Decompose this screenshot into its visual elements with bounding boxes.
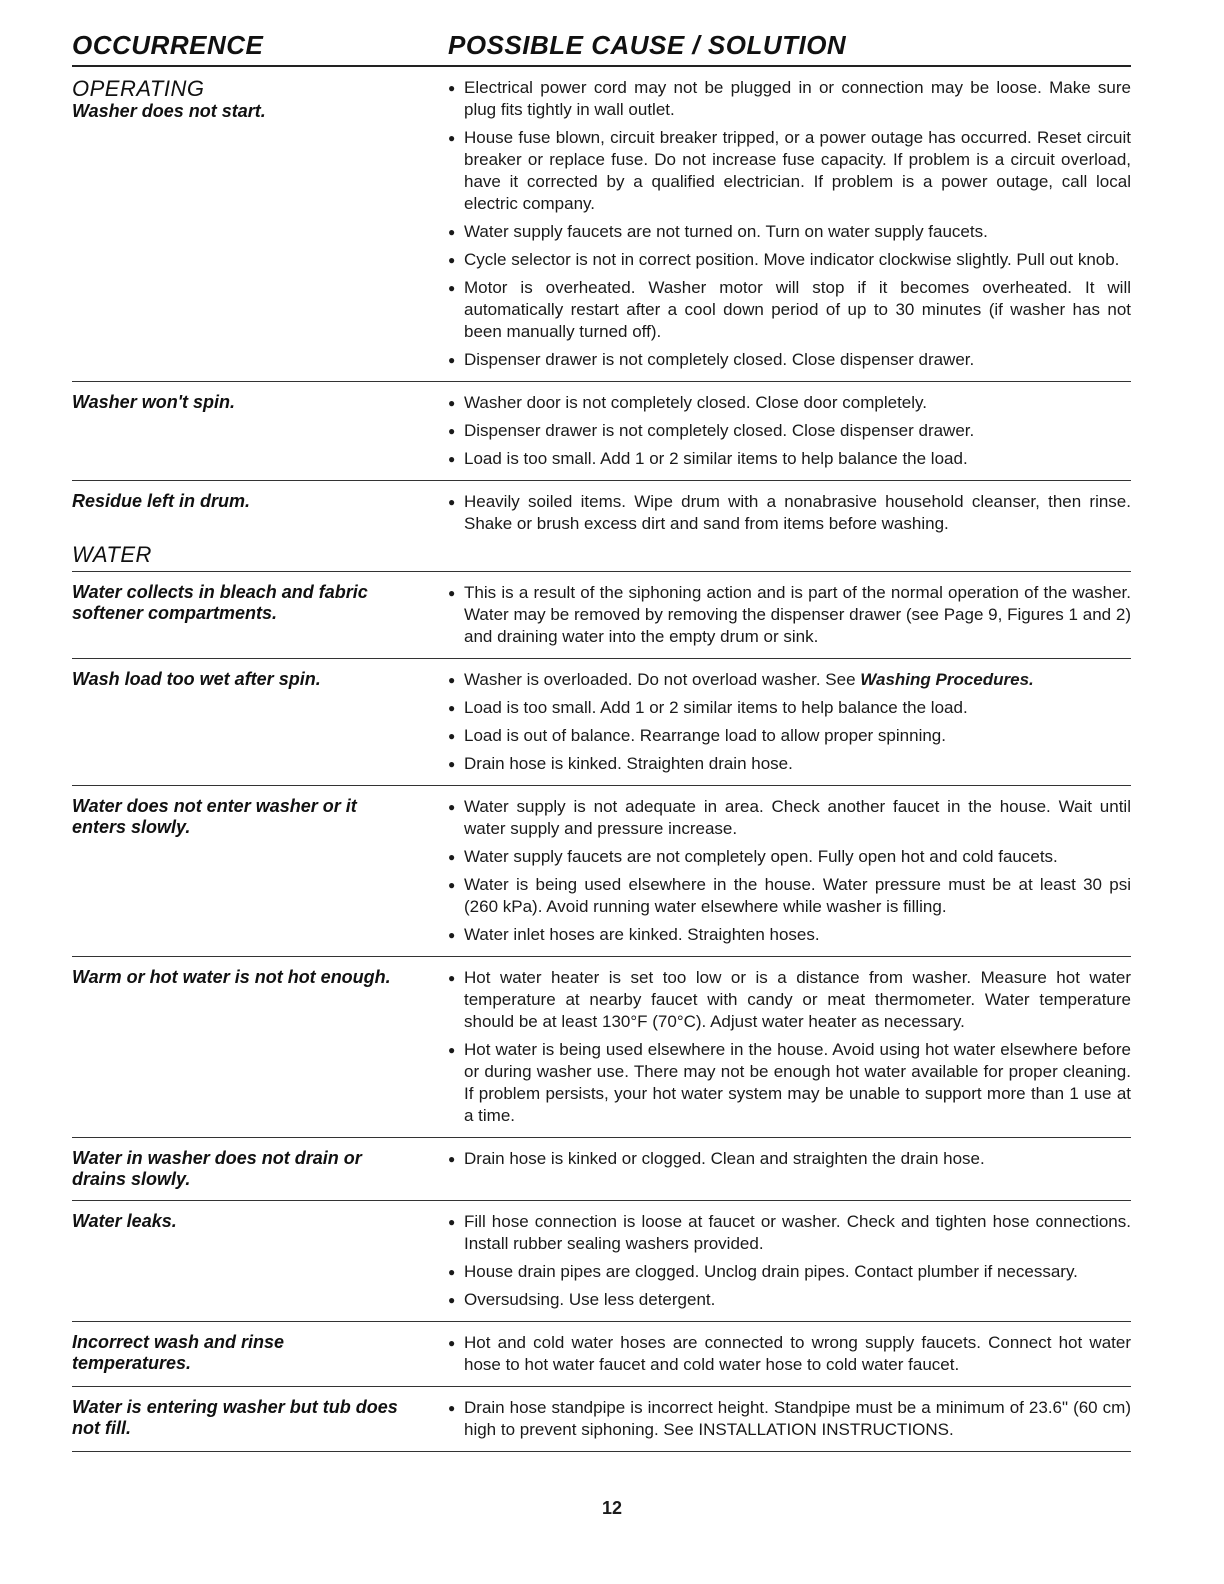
solution-text: Dispenser drawer is not completely closed. Close dispenser drawer. [464,421,975,440]
solution-text: Cycle selector is not in correct position. Move indicator clockwise slightly. Pull out knob. [464,250,1120,269]
solution-text: House drain pipes are clogged. Unclog drain pipes. Contact plumber if necessary. [464,1262,1078,1281]
solution-item [448,392,1131,414]
occurrence-cell [72,1211,448,1311]
solution-item [448,127,1131,215]
bullet-icon: ● [448,928,456,942]
bullet-icon: ● [448,586,456,600]
solution-text: Water supply faucets are not turned on. Turn on water supply faucets. [464,222,988,241]
solution-text: Hot water heater is set too low or is a distance from washer. Measure hot water temperature at nearby faucet with candy or meat thermometer. Water temperature should be at least 130°F (70°C). Adjust water heater as necessary. [464,968,1131,1031]
solution-item [448,1289,1131,1311]
solution-item [448,669,1131,691]
solution-text: Drain hose is kinked. Straighten drain hose. [464,754,793,773]
table-header [72,30,1131,67]
bullet-icon: ● [448,253,456,267]
solution-cell [448,1332,1131,1376]
bullet-icon: ● [448,1265,456,1279]
solution-text: Oversudsing. Use less detergent. [464,1290,716,1309]
solution-item [448,846,1131,868]
table-row [72,659,1131,786]
solution-text: Dispenser drawer is not completely closed. Close dispenser drawer. [464,350,975,369]
reference-link: Washing Procedures. [860,670,1034,689]
occurrence-heading: OCCURRENCE [72,30,264,60]
occurrence-cell [72,1148,448,1190]
occurrence-cell [72,582,448,648]
solution-cell [448,967,1131,1127]
occurrence-cell [72,1332,448,1376]
occurrence-text: Water in washer does not drain or drains slowly. [72,1148,362,1189]
table-row [72,481,1131,537]
solution-item [448,249,1131,271]
solution-item [448,1261,1131,1283]
bullet-icon: ● [448,1152,456,1166]
solution-text: Drain hose is kinked or clogged. Clean and straighten the drain hose. [464,1149,985,1168]
solution-item [448,1332,1131,1376]
occurrence-text: Residue left in drum. [72,491,251,511]
occurrence-text: Warm or hot water is not hot enough. [72,967,391,987]
solution-item [448,967,1131,1033]
occurrence-cell [72,669,448,775]
solution-item [448,448,1131,470]
occurrence-text: Water does not enter washer or it enters slowly. [72,796,357,837]
occurrence-text: Water collects in bleach and fabric softener compartments. [72,582,368,623]
solution-cell [448,77,1131,371]
solution-text: Water inlet hoses are kinked. Straighten hoses. [464,925,820,944]
solution-text: Hot and cold water hoses are connected to wrong supply faucets. Connect hot water hose to hot water faucet and cold water hose to cold water faucet. [464,1333,1131,1374]
solution-cell [448,491,1131,535]
bullet-icon: ● [448,729,456,743]
bullet-icon: ● [448,673,456,687]
solution-item [448,1211,1131,1255]
solution-item [448,874,1131,918]
solution-text: Load is out of balance. Rearrange load to allow proper spinning. [464,726,946,745]
solution-item [448,77,1131,121]
section-heading-operating: OPERATING [72,76,205,101]
bullet-icon: ● [448,1043,456,1057]
occurrence-text: Incorrect wash and rinse temperatures. [72,1332,285,1373]
bullet-icon: ● [448,971,456,985]
solution-item [448,1148,1131,1170]
solution-cell [448,392,1131,470]
solution-text: Hot water is being used elsewhere in the house. Avoid using hot water elsewhere before or during washer use. There may not be enough hot water available for proper cleaning. If problem persists, your hot water system may be unable to support more than 1 use at a time. [464,1040,1131,1125]
bullet-icon: ● [448,495,456,509]
bullet-icon: ● [448,131,456,145]
solution-item [448,796,1131,840]
solution-cell [448,796,1131,946]
occurrence-cell [72,967,448,1127]
occurrence-cell [72,392,448,470]
bullet-icon: ● [448,452,456,466]
troubleshooting-page [72,30,1131,1452]
solution-item [448,491,1131,535]
bullet-icon: ● [448,81,456,95]
bullet-icon: ● [448,1336,456,1350]
solution-text: Water supply is not adequate in area. Check another faucet in the house. Wait until water supply and pressure increase. [464,797,1131,838]
table-row [72,1322,1131,1387]
solution-item [448,725,1131,747]
solution-text: Electrical power cord may not be plugged in or connection may be loose. Make sure plug fits tightly in wall outlet. [464,78,1131,119]
bullet-icon: ● [448,850,456,864]
solution-text: Motor is overheated. Washer motor will stop if it becomes overheated. It will automatically restart after a cool down period of up to 30 minutes (if washer has not been manually turned off). [464,278,1131,341]
solution-cell [448,582,1131,648]
solution-item [448,1397,1131,1441]
solution-item [448,753,1131,775]
solution-text: Load is too small. Add 1 or 2 similar items to help balance the load. [464,449,968,468]
solution-item [448,221,1131,243]
solution-cell [448,669,1131,775]
bullet-icon: ● [448,1401,456,1415]
bullet-icon: ● [448,1293,456,1307]
table-row [72,1387,1131,1452]
troubleshooting-table [72,67,1131,1452]
solution-text: Drain hose standpipe is incorrect height. Standpipe must be a minimum of 23.6" (60 cm) high to prevent siphoning. See INSTALLATION INSTRUCTIONS. [464,1398,1131,1439]
table-row [72,1138,1131,1201]
bullet-icon: ● [448,878,456,892]
solution-item [448,697,1131,719]
table-row [72,382,1131,481]
solution-text: House fuse blown, circuit breaker tripped, or a power outage has occurred. Reset circuit breaker or replace fuse. Do not increase fuse capacity. If problem is a circuit overload, have it corrected by a qualified electrician. If problem is a power outage, call local electric company. [464,128,1131,213]
solution-item [448,420,1131,442]
solution-text: Washer is overloaded. Do not overload washer. See [464,670,856,689]
solution-text: Load is too small. Add 1 or 2 similar items to help balance the load. [464,698,968,717]
occurrence-cell [72,1397,448,1441]
table-row [72,786,1131,957]
occurrence-text: Washer does not start. [72,101,266,121]
solution-cell [448,1397,1131,1441]
table-row [72,67,1131,382]
bullet-icon: ● [448,225,456,239]
section-heading-water [72,537,1131,572]
bullet-icon: ● [448,396,456,410]
solution-item [448,924,1131,946]
occurrence-cell [72,491,448,535]
bullet-icon: ● [448,1215,456,1229]
table-row [72,1201,1131,1322]
solution-text: Washer door is not completely closed. Close door completely. [464,393,927,412]
solution-cell [448,1211,1131,1311]
occurrence-text: Water leaks. [72,1211,177,1231]
occurrence-text: Water is entering washer but tub does not fill. [72,1397,398,1438]
solution-text: Fill hose connection is loose at faucet or washer. Check and tighten hose connections. Install rubber sealing washers provided. [464,1212,1131,1253]
solution-text: Heavily soiled items. Wipe drum with a nonabrasive household cleanser, then rinse. Shake or brush excess dirt and sand from items before washing. [464,492,1131,533]
solution-item [448,349,1131,371]
bullet-icon: ● [448,353,456,367]
bullet-icon: ● [448,757,456,771]
occurrence-cell [72,796,448,946]
bullet-icon: ● [448,701,456,715]
solution-text: Water is being used elsewhere in the house. Water pressure must be at least 30 psi (260 kPa). Avoid running water elsewhere while washer is filling. [464,875,1131,916]
bullet-icon: ● [448,281,456,295]
solution-text: Water supply faucets are not completely open. Fully open hot and cold faucets. [464,847,1058,866]
solution-item [448,277,1131,343]
solution-text: This is a result of the siphoning action and is part of the normal operation of the washer. Water may be removed by removing the dispenser drawer (see Page 9, Figures 1 and 2) and draining water into the empty drum or sink. [464,583,1131,646]
page-number: 12 [601,1498,623,1518]
solution-item [448,1039,1131,1127]
occurrence-cell [72,77,448,371]
solution-cell [448,1148,1131,1190]
bullet-icon: ● [448,424,456,438]
bullet-icon: ● [448,800,456,814]
table-row [72,572,1131,659]
solution-heading: POSSIBLE CAUSE / SOLUTION [448,30,847,60]
section-title: WATER [72,542,152,567]
table-row [72,957,1131,1138]
solution-item [448,582,1131,648]
occurrence-text: Wash load too wet after spin. [72,669,321,689]
occurrence-text: Washer won't spin. [72,392,235,412]
